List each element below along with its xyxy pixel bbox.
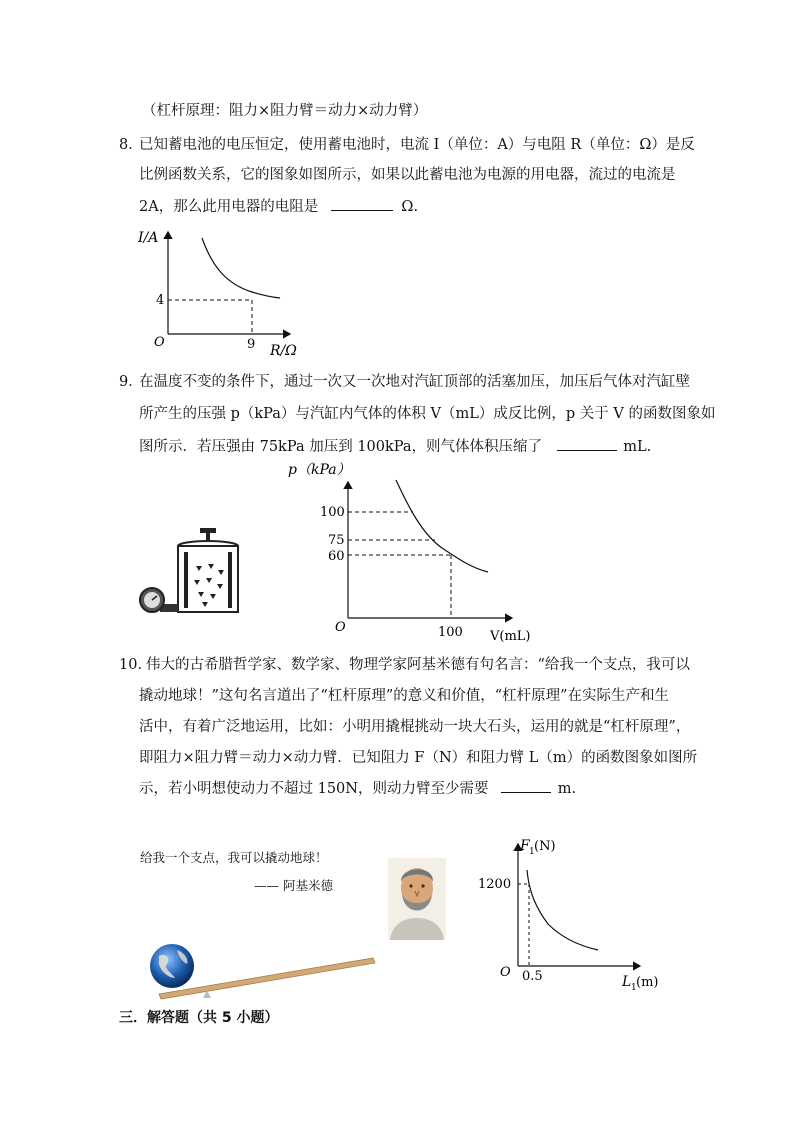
q10-curve (527, 870, 598, 950)
section-3-heading: 三．解答题（共 5 小题） (119, 1010, 279, 1026)
q9-number: 9． (119, 374, 143, 390)
q10-text-line4: 即阻力×阻力臂＝动力×动力臂．已知阻力 F（N）和阻力臂 L（m）的函数图象如图所 (139, 750, 698, 766)
q10-x-tick: 0.5 (522, 969, 543, 984)
q8-text-line3 (139, 196, 418, 217)
q8-graph (130, 222, 320, 362)
q10-y-label-sub: 1 (529, 847, 535, 857)
q10-y-tick: 1200 (478, 877, 512, 892)
q10-graph (476, 828, 666, 998)
archimedes-quote-author: —— 阿基米德 (254, 878, 333, 893)
q8-answer-blank[interactable] (331, 196, 393, 211)
q10-text-line5-post: m. (557, 781, 577, 797)
q8-text-line1: 已知蓄电池的电压恒定，使用蓄电池时，电流 I（单位：A）与电阻 R（单位：Ω）是反 (139, 137, 695, 153)
q10-origin: O (500, 965, 511, 980)
q10-number: 10． (119, 657, 152, 673)
q9-y-tick-60: 60 (328, 549, 345, 564)
earth-lever-illustration (145, 938, 380, 1000)
q10-text-line2: 撬动地球！”这句名言道出了“杠杆原理”的意义和价值，“杠杆原理”在实际生产和生 (139, 688, 670, 704)
q9-y-tick-75: 75 (328, 533, 345, 548)
q9-text-line3-post: mL. (623, 439, 652, 455)
q10-x-label-main: L (622, 974, 632, 990)
earth-icon (150, 944, 194, 988)
q10-text-line5 (139, 778, 576, 799)
q8-number: 8． (119, 137, 143, 153)
q8-curve (202, 238, 280, 298)
q9-y-label: p（kPa） (288, 462, 351, 478)
q9-curve (396, 480, 488, 572)
q10-text-line5-pre: 示，若小明想使动力不超过 150N，则动力臂至少需要 (139, 781, 489, 797)
gas-cylinder-illustration (138, 526, 246, 622)
q8-text-line2: 比例函数关系，它的图象如图所示，如果以此蓄电池为电源的用电器，流过的电流是 (139, 167, 676, 183)
q8-x-label: R/Ω (270, 343, 297, 359)
q10-answer-blank[interactable] (501, 778, 551, 793)
q8-x-tick: 9 (247, 337, 256, 352)
q9-text-line3-pre: 图所示．若压强由 75kPa 加压到 100kPa，则气体体积压缩了 (139, 439, 543, 455)
archimedes-quote: 给我一个支点，我可以撬动地球！ (140, 850, 328, 865)
q10-text-line3: 活中，有着广泛地运用，比如：小明用撬棍挑动一块大石头，运用的就是“杠杆原理”， (139, 719, 691, 735)
q10-y-label-main: F (520, 838, 530, 854)
q8-origin: O (154, 335, 165, 350)
q9-text-line1: 在温度不变的条件下，通过一次又一次地对汽缸顶部的活塞加压，加压后气体对汽缸壁 (139, 374, 690, 390)
q8-text-line3-post: Ω. (401, 199, 419, 215)
q8-y-label: I/A (138, 230, 159, 246)
q10-text-line1: 伟大的古希腊哲学家、数学家、物理学家阿基米德有句名言：“给我一个支点，我可以 (146, 657, 690, 673)
lever-principle-note: （杠杆原理：阻力×阻力臂＝动力×动力臂） (142, 103, 428, 119)
q8-text-line3-pre: 2A，那么此用电器的电阻是 (139, 199, 319, 215)
q9-text-line2: 所产生的压强 p（kPa）与汽缸内气体的体积 V（mL）成反比例，p 关于 V 的函数图象如 (139, 406, 716, 422)
q9-y-tick-100: 100 (320, 505, 345, 520)
q9-text-line3 (139, 436, 651, 457)
q10-x-label-sub: 1 (631, 983, 637, 993)
archimedes-portrait-icon (388, 858, 446, 940)
q9-x-label: V(mL) (490, 629, 531, 644)
q10-y-label-unit: (N) (534, 839, 556, 854)
q8-y-tick: 4 (156, 293, 165, 308)
q9-x-tick: 100 (438, 625, 463, 640)
q9-origin: O (335, 620, 346, 635)
q9-answer-blank[interactable] (557, 436, 617, 451)
q10-x-label-unit: (m) (636, 975, 659, 990)
q9-graph (280, 456, 540, 646)
